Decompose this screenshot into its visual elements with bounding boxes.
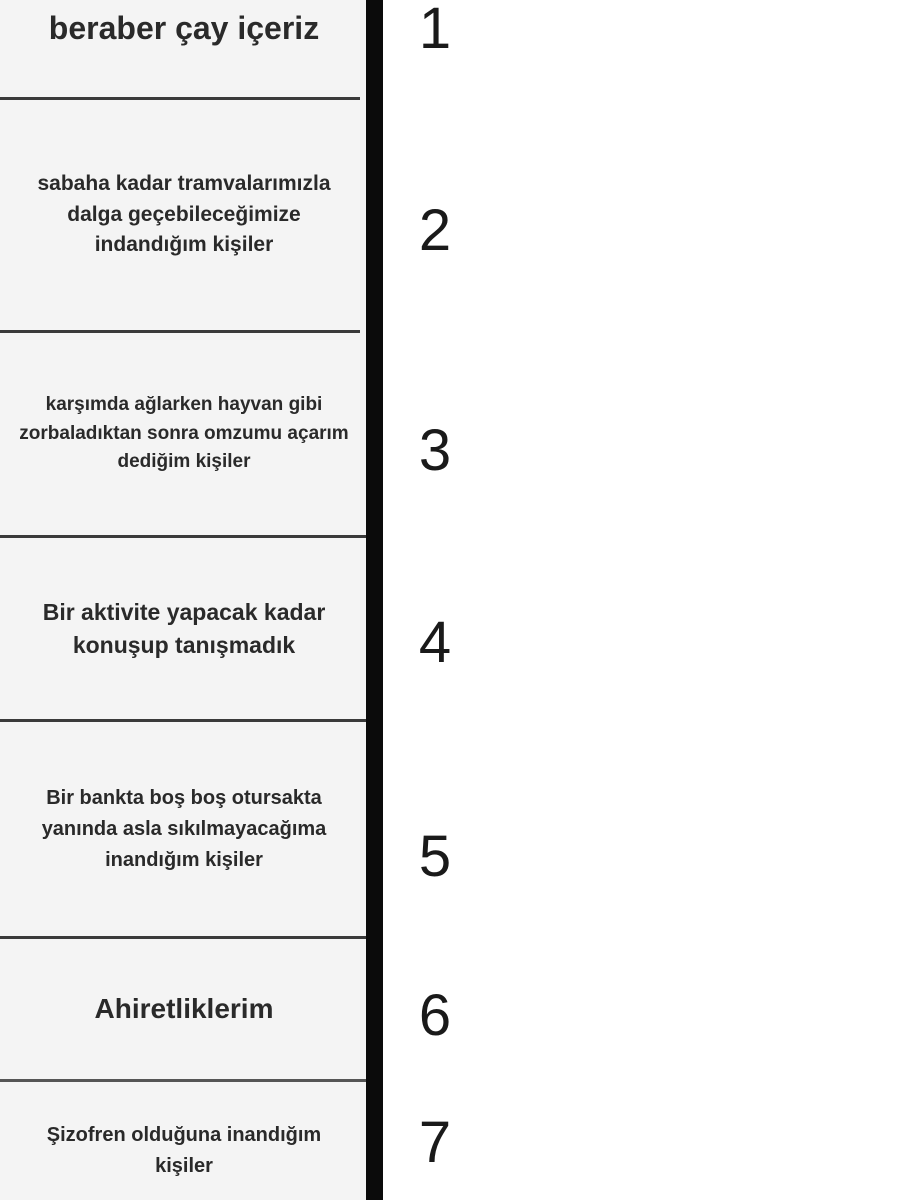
tier-row-6	[0, 939, 368, 1079]
tier-label-5: Bir bankta boş boş otursakta yanında asla sıkılmayacağıma inandığım kişiler	[41, 786, 327, 871]
tier-number-5: 5	[418, 824, 452, 889]
tier-label-6: Ahiretliklerim	[94, 993, 274, 1025]
tier-row-5	[0, 722, 368, 936]
tier-label-3: karşımda ağlarken hayvan gibi zorbaladıktan sonra omzumu açarım dediğim kişiler	[19, 394, 349, 473]
tier-number-4: 4	[418, 610, 452, 675]
tier-row-4	[0, 538, 368, 720]
tier-label-1: beraber çay içeriz	[48, 9, 320, 46]
tier-row-1	[0, 0, 368, 97]
tier-number-6: 6	[418, 983, 452, 1048]
tier-row-7	[0, 1082, 368, 1200]
tier-number-1: 1	[418, 0, 452, 61]
tier-number-7: 7	[418, 1110, 452, 1175]
tier-row-3	[0, 333, 368, 535]
tier-label-4: Bir aktivite yapacak kadar konuşup tanışmadık	[42, 598, 326, 658]
tier-row-2	[0, 100, 368, 330]
vertical-divider-bar	[366, 0, 383, 1200]
tier-number-2: 2	[418, 198, 452, 263]
tier-label-7: Şizofren olduğuna inandığım kişiler	[46, 1124, 322, 1177]
tier-label-2: sabaha kadar tramvalarımızla dalga geçebileceğimize indandığım kişiler	[37, 172, 331, 257]
tier-number-3: 3	[418, 418, 452, 483]
